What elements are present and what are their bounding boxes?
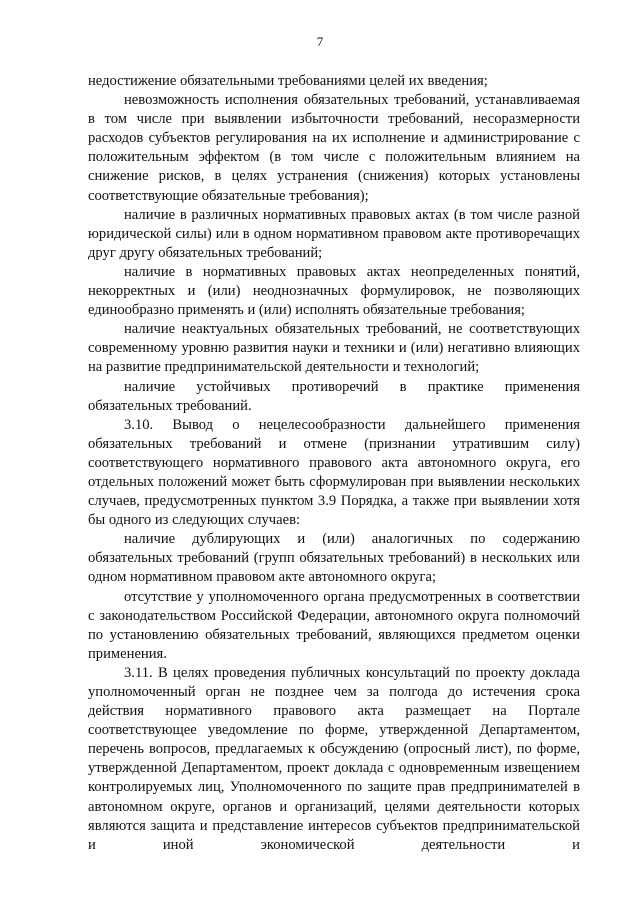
paragraph-outdated-requirements: наличие неактуальных обязательных требований, не соответствующих современному уровню развития науки и техники и (или) негативно влияющих на развитие предпринимательской деятельности и технологий; (88, 321, 580, 376)
document-body (88, 72, 580, 855)
paragraph-section-3-11: 3.11. В целях проведения публичных консультаций по проекту доклада уполномоченный орган не позднее чем за полгода до истечения срока действия нормативного правового акта размещает на Портале соответствующее уведомление по форме, утвержденной Департаментом, перечень вопросов, предлагаемых к обсуждению (опросный лист), по форме, утвержденной Департаментом, проект доклада с одновременным извещением контролируемых лиц, Уполномоченного по защите прав предпринимателей в автономном округе, органов и организаций, целями деятельности которых являются защита и представление интересов субъектов предпринимательской и иной экономической деятельности и (88, 664, 580, 853)
paragraph-undefined-concepts: наличие в нормативных правовых актах неопределенных понятий, некорректных и (или) неоднозначных формулировок, не позволяющих единообразно применять и (или) исполнять обязательные требования; (88, 263, 580, 319)
paragraph-persistent-contradictions: наличие устойчивых противоречий в практике применения обязательных требований. (88, 378, 580, 414)
paragraph-impossibility: невозможность исполнения обязательных требований, устанавливаемая в том числе при выявлении избыточности требований, несоразмерности расходов субъектов регулирования на их исполнение и администрирование с положительным эффектом (в том числе с положительным влиянием на снижение рисков, в целях устранения (снижения) которых установлены соответствующие обязательные требования); (88, 92, 580, 204)
paragraph-no-authority: отсутствие у уполномоченного органа предусмотренных в соответствии с законодательством Российской Федерации, автономного округа полномочий по установлению обязательных требований, являющихся предметом оценки применения. (88, 588, 580, 662)
paragraph-section-3-10: 3.10. Вывод о нецелесообразности дальнейшего применения обязательных требований и отмене (признании утратившим силу) соответствующего нормативного правового акта автономного округа, его отдельных положений может быть сформулирован при выявлении нескольких случаев, предусмотренных пунктом 3.9 Порядка, а также при выявлении хотя бы одного из следующих случаев: (88, 416, 580, 529)
paragraph-contradictions: наличие в различных нормативных правовых актах (в том числе разной юридической силы) или в одном нормативном правовом акте противоречащих друг другу обязательных требований; (88, 206, 580, 261)
paragraph-duplicate-requirements: наличие дублирующих и (или) аналогичных по содержанию обязательных требований (групп обязательных требований) в нескольких или одном нормативном правовом акте автономного округа; (88, 531, 580, 586)
page-number: 7 (316, 34, 324, 49)
paragraph-unachieved-goals: недостижение обязательными требованиями целей их введения; (88, 73, 488, 89)
